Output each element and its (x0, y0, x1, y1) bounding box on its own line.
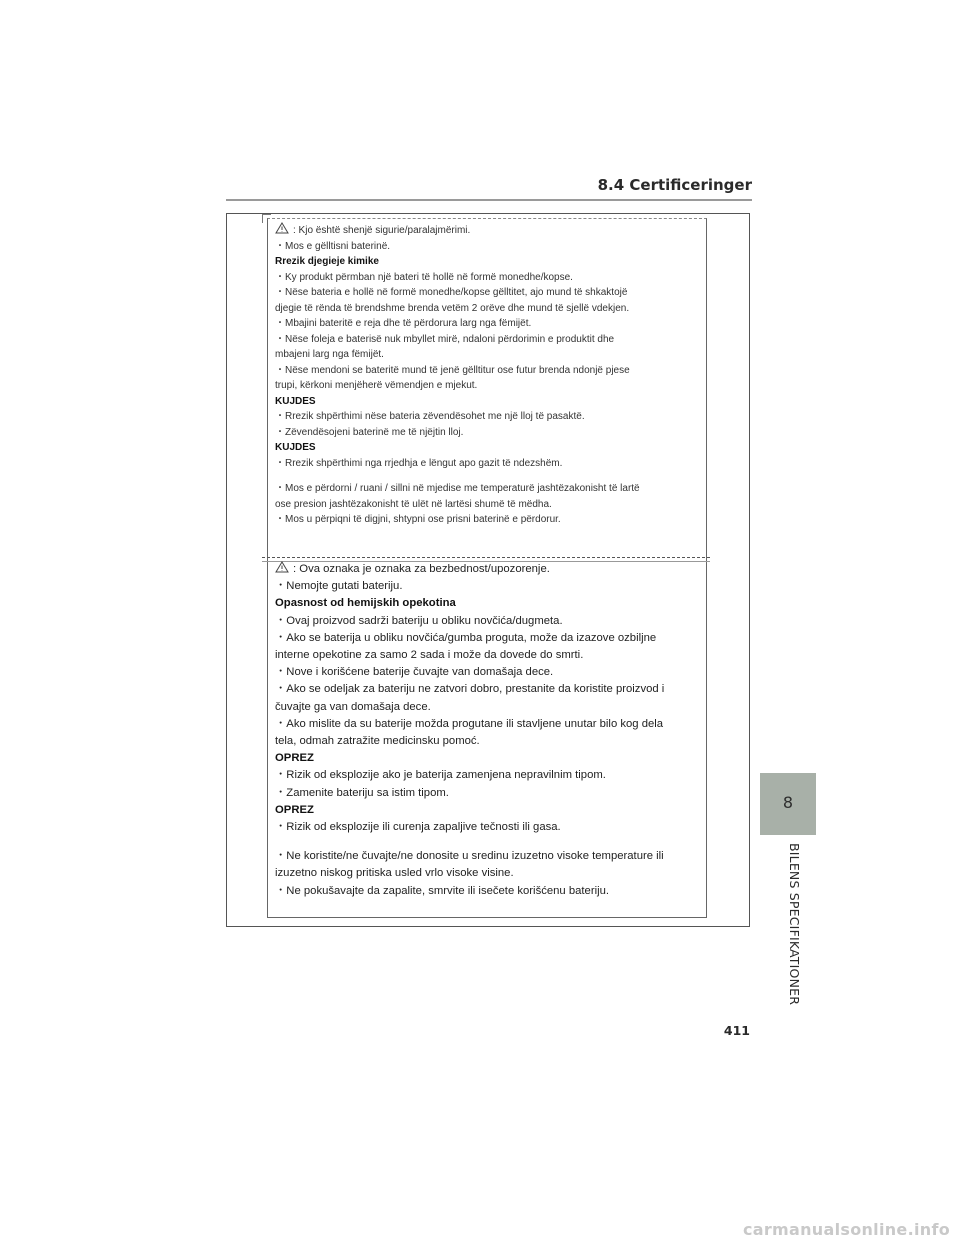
serbian-text: ・Ako se odeljak za bateriju ne zatvori dobro, prestanite da koristite proizvod i (275, 683, 665, 696)
serbian-text: OPREZ (275, 752, 314, 765)
albanian-spacer (275, 471, 695, 481)
serbian-line (275, 561, 695, 578)
albanian-text: : Kjo është shenjë sigurie/paralajmërimi. (293, 225, 471, 236)
albanian-text: trupi, kërkoni menjëherë vëmendjen e mjekut. (275, 380, 478, 391)
albanian-line (275, 497, 695, 513)
crop-mark (262, 214, 271, 223)
albanian-line (275, 222, 695, 239)
warning-triangle-icon (275, 561, 289, 573)
albanian-line (275, 425, 695, 441)
serbian-line (275, 733, 695, 750)
serbian-line (275, 848, 695, 865)
albanian-line (275, 285, 695, 301)
albanian-text: mbajeni larg nga fëmijët. (275, 349, 384, 360)
serbian-line (275, 819, 695, 836)
albanian-text: ・Nëse bateria e hollë në formë monedhe/kopse gëlltitet, ajo mund të shkaktojë (275, 287, 628, 298)
chapter-label: BILENS SPECIFIKATIONER (787, 843, 802, 1006)
albanian-heading (275, 254, 695, 270)
albanian-line (275, 456, 695, 472)
header-rule (226, 199, 752, 201)
serbian-line (275, 865, 695, 882)
albanian-text: ・Nëse foleja e baterisë nuk mbyllet mirë, ndaloni përdorimin e produktit dhe (275, 333, 615, 345)
albanian-text: ・Rrezik shpërthimi nëse bateria zëvendësohet me një lloj të pasaktë. (275, 411, 585, 422)
serbian-line (275, 647, 695, 664)
albanian-heading (275, 440, 695, 456)
albanian-text: ・Mos e përdorni / ruani / sillni në mjedise me temperaturë jashtëzakonisht të lartë (275, 483, 640, 494)
serbian-line (275, 883, 695, 900)
albanian-heading (275, 394, 695, 410)
serbian-line (275, 613, 695, 630)
albanian-text: ・Nëse mendoni se bateritë mund të jenë gëlltitur ose futur brenda ndonjë pjese (275, 364, 630, 376)
albanian-text: ・Mbajini bateritë e reja dhe të përdorura larg nga fëmijët. (275, 318, 532, 329)
serbian-text: ・Ovaj proizvod sadrži bateriju u obliku novčića/dugmeta. (275, 614, 563, 627)
serbian-line (275, 767, 695, 784)
serbian-text: ・Nove i korišćene baterije čuvajte van domašaja dece. (275, 666, 554, 679)
albanian-text: Rrezik djegieje kimike (275, 256, 379, 267)
serbian-text: ・Ako se baterija u obliku novčića/gumba proguta, može da izazove ozbiljne (275, 631, 657, 644)
albanian-line (275, 363, 695, 379)
serbian-text: čuvajte ga van domašaja dece. (275, 700, 431, 713)
albanian-line (275, 347, 695, 363)
serbian-text: izuzetno niskog pritiska usled vrlo visoke visine. (275, 867, 514, 880)
albanian-line (275, 270, 695, 286)
serbian-line (275, 681, 695, 698)
serbian-text: tela, odmah zatražite medicinsku pomoć. (275, 735, 480, 748)
serbian-warning-block (275, 561, 695, 900)
serbian-line (275, 785, 695, 802)
serbian-line (275, 578, 695, 595)
serbian-line (275, 664, 695, 681)
serbian-text: OPREZ (275, 803, 314, 816)
albanian-line (275, 481, 695, 497)
albanian-line (275, 512, 695, 528)
serbian-heading (275, 595, 695, 612)
albanian-text: ・Mos u përpiqni të digjni, shtypni ose prisni baterinë e përdorur. (275, 514, 561, 525)
albanian-text: ose presion jashtëzakonisht të ulët në lartësi shumë të mëdha. (275, 498, 552, 510)
albanian-text: ・Rrezik shpërthimi nga rrjedhja e lëngut apo gazit të ndezshëm. (275, 457, 563, 469)
albanian-warning-block (275, 222, 695, 528)
serbian-text: interne opekotine za samo 2 sada i može da dovede do smrti. (275, 649, 584, 662)
serbian-heading (275, 802, 695, 819)
watermark: carmanualsonline.info (742, 1220, 950, 1239)
serbian-line (275, 716, 695, 733)
section-title: 8.4 Certificeringer (597, 176, 752, 194)
albanian-text: ・Zëvendësojeni baterinë me të njëjtin lloj. (275, 426, 464, 438)
serbian-text: ・Ne koristite/ne čuvajte/ne donosite u sredinu izuzetno visoke temperature ili (275, 850, 664, 863)
albanian-text: ・Mos e gëlltisni baterinë. (275, 240, 391, 252)
serbian-line (275, 699, 695, 716)
serbian-text: ・Zamenite bateriju sa istim tipom. (275, 786, 449, 799)
albanian-text: djegie të rënda të brendshme brenda vetëm 2 orëve dhe mund të sjellë vdekjen. (275, 302, 630, 314)
serbian-text: ・Ako mislite da su baterije možda progutane ili stavljene unutar bilo kog dela (275, 717, 664, 730)
albanian-text: ・Ky produkt përmban një bateri të hollë në formë monedhe/kopse. (275, 271, 573, 283)
albanian-line (275, 301, 695, 317)
serbian-heading (275, 750, 695, 767)
serbian-text: ・Rizik od eksplozije ili curenja zapaljive tečnosti ili gasa. (275, 821, 561, 834)
serbian-text: ・Rizik od eksplozije ako je baterija zamenjena nepravilnim tipom. (275, 769, 606, 782)
serbian-text: : Ova oznaka je oznaka za bezbednost/upozorenje. (293, 563, 550, 575)
albanian-line (275, 332, 695, 348)
serbian-text: ・Ne pokušavajte da zapalite, smrvite ili isečete korišćenu bateriju. (275, 884, 610, 897)
serbian-line (275, 630, 695, 647)
albanian-line (275, 409, 695, 425)
chapter-number: 8 (782, 793, 794, 812)
serbian-text: ・Nemojte gutati bateriju. (275, 580, 403, 593)
albanian-line (275, 378, 695, 394)
serbian-text: Opasnost od hemijskih opekotina (275, 597, 456, 610)
albanian-line (275, 239, 695, 255)
albanian-text: KUJDES (275, 442, 316, 453)
warning-triangle-icon (275, 222, 289, 234)
page-number: 411 (723, 1023, 750, 1038)
albanian-text: KUJDES (275, 395, 316, 407)
albanian-line (275, 316, 695, 332)
serbian-spacer (275, 836, 695, 848)
language-divider (262, 557, 710, 558)
